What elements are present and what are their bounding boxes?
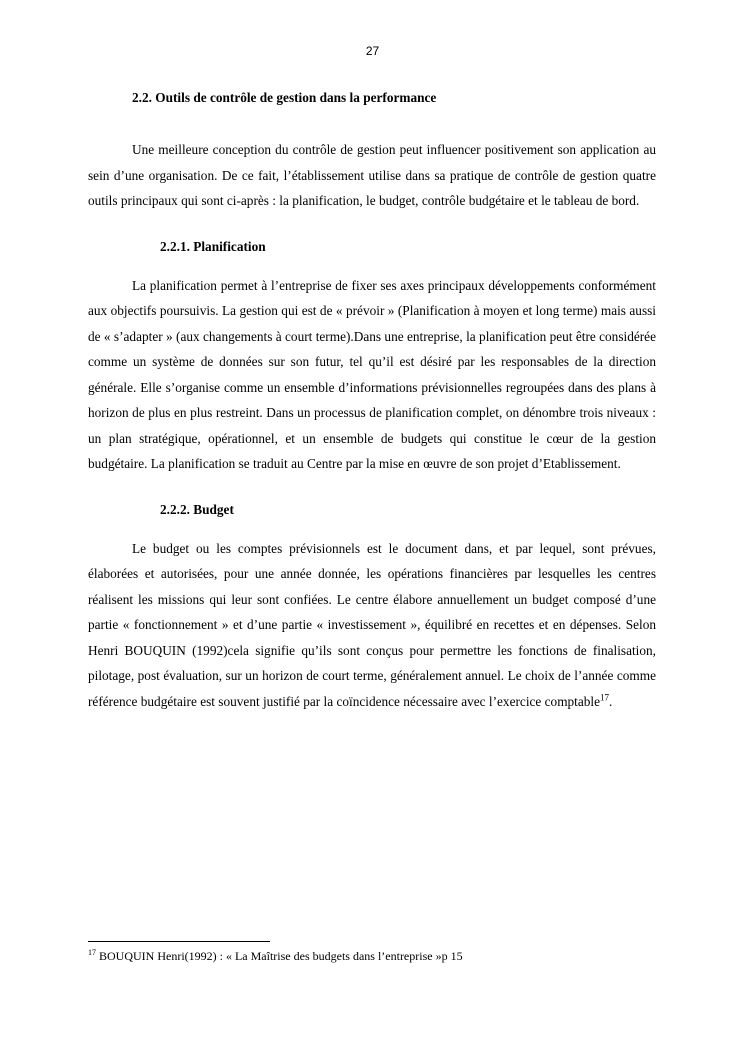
page-content (88, 88, 656, 714)
budget-heading: 2.2.2. Budget (160, 501, 234, 517)
footnote (88, 948, 656, 964)
budget-text: Le budget ou les comptes prévisionnels est le document dans, et par lequel, sont prévues, élaborées et autorisées, pour une année donnée, les opérations financières par lesquelles les centres réalisent les missions qui leur sont confiées. Le centre élabore annuellement un budget composé d’une partie « fonctionnement » et d’une partie « investissement », équilibré en recettes et en dépenses. Selon Henri BOUQUIN (1992)cela signifie qu’ils sont conçus pour permettre les fonctions de finalisation, pilotage, post évaluation, sur un horizon de court terme, généralement annuel. Le choix de l’année comme référence budgétaire est souvent justifié par la coïncidence nécessaire avec l’exercice comptable (88, 540, 656, 709)
footnote-separator (88, 941, 270, 942)
intro-paragraph: Une meilleure conception du contrôle de gestion peut influencer positivement son application au sein d’une organisation. De ce fait, l’établissement utilise dans sa pratique de contrôle de gestion quatre outils principaux qui sont ci-après : la planification, le budget, contrôle budgétaire et le tableau de bord. (88, 142, 656, 208)
footnote-number: 17 (88, 948, 96, 957)
page-number: 27 (365, 44, 380, 58)
planification-paragraph: La planification permet à l’entreprise de fixer ses axes principaux développements conformément aux objectifs poursuivis. La gestion qui est de « prévoir » (Planification à moyen et long terme) mais aussi de « s’adapter » (aux changements à court terme).Dans une entreprise, la planification peut être considérée comme un système de données sur son futur, tel qu’il est désiré par les responsables de la direction générale. Elle s’organise comme un ensemble d’informations prévisionnelles regroupées dans des plans à horizon de plus en plus restreint. Dans un processus de planification complet, on dénombre trois niveaux : un plan stratégique, opérationnel, et un ensemble de budgets qui constitue le cœur de la gestion budgétaire. La planification se traduit au Centre par la mise en œuvre de son projet d’Etablissement. (88, 277, 656, 471)
budget-paragraph (88, 536, 656, 715)
planification-heading: 2.2.1. Planification (160, 238, 266, 254)
footnote-text: BOUQUIN Henri(1992) : « La Maîtrise des budgets dans l’entreprise »p 15 (96, 949, 463, 963)
budget-end-punctuation: . (609, 693, 613, 709)
footnote-reference[interactable]: 17 (600, 692, 610, 703)
section-heading: 2.2. Outils de contrôle de gestion dans la performance (132, 90, 437, 105)
